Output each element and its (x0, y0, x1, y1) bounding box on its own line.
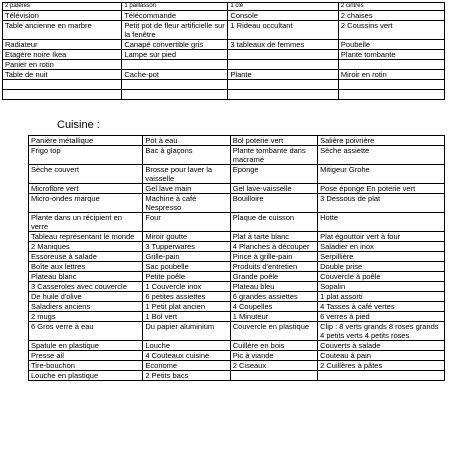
table-cell: Double prise (318, 262, 445, 272)
table-cell: Petite poêle (143, 272, 230, 282)
table-cell: 3 Casseroles avec couvercle (29, 282, 143, 292)
table-row (3, 80, 445, 90)
table-cell: Mitigeur Grohe (318, 165, 445, 184)
table-cell: Couverts à salade (318, 341, 445, 351)
table-cell: Petit pot de fleur artificielle sur la fenêtre (122, 21, 228, 40)
table-cell (122, 80, 228, 90)
table-cell: Serpillière (318, 252, 445, 262)
table-cell: Clip : 8 verts grands 8 roses grands 4 petits verts 4 petits roses (318, 322, 445, 341)
table-cell: Tableau représentant le monde (29, 232, 143, 242)
table-cell: 3 tableaux de femmes (228, 40, 339, 50)
table-cell: 4 Coupelles (230, 302, 317, 312)
table-cell: Couvercle en plastique (230, 322, 317, 341)
table-row (3, 21, 445, 40)
table-cell: Gel lave-vaisselle (230, 184, 317, 194)
table-cell: Pince à grille-pain (230, 252, 317, 262)
table-cell: Sèche assiette (318, 146, 445, 165)
table-cell: Bouilloire (230, 194, 317, 213)
table-row (3, 40, 445, 50)
table-cell (122, 60, 228, 70)
table-cell: 1 plat assorti (318, 292, 445, 302)
table-cell: Machine à café Nespresso (143, 194, 230, 213)
table-cell (122, 90, 228, 100)
table-cell: Boîte aux lettres (29, 262, 143, 272)
room-inventory-table (2, 2, 445, 100)
table-row (29, 302, 445, 312)
table-cell: Poubelle (338, 40, 444, 50)
table-cell (3, 90, 122, 100)
table-cell: Sopalin (318, 282, 445, 292)
table-cell: Du papier aluminium (143, 322, 230, 341)
table-cell: 2 Ciseaux (230, 361, 317, 371)
table-cell: 2 Cuillères à pâtes (318, 361, 445, 371)
table-cell: 4 Couteaux cuisine (143, 351, 230, 361)
table-cell (228, 60, 339, 70)
table-row (29, 371, 445, 381)
table-cell: Lampe sur pied (122, 50, 228, 60)
table-cell: Plante (228, 70, 339, 80)
table-row (29, 165, 445, 184)
table-cell: Presse ail (29, 351, 143, 361)
table-row (29, 213, 445, 232)
table-cell: Miroir en rotin (338, 70, 444, 80)
table-row (29, 232, 445, 242)
table-cell: Panière métallique (29, 136, 143, 146)
table-cell: Hotte (318, 213, 445, 232)
table-cell: Plat à tarte blanc (230, 232, 317, 242)
table-cell: Louche (143, 341, 230, 351)
table-row (29, 272, 445, 282)
header-cell: 2 cintres (338, 3, 444, 11)
table-cell: Frigo top (29, 146, 143, 165)
table-cell (338, 60, 444, 70)
table-cell: Cache-pot (122, 70, 228, 80)
table-cell: Produits d'entretien (230, 262, 317, 272)
table-cell: Salière poivrière (318, 136, 445, 146)
table-cell: Télévision (3, 11, 122, 21)
table-cell: Plateau blanc (29, 272, 143, 282)
table-cell (230, 371, 317, 381)
table-cell: 1 Minuteur (230, 312, 317, 322)
table-cell: Canapé convertible gris (122, 40, 228, 50)
table-cell: 1 Rideau occultant (228, 21, 339, 40)
table-cell: 3 Dessous de plat (318, 194, 445, 213)
table-cell: 6 petites assiettes (143, 292, 230, 302)
table-row (29, 136, 445, 146)
table-cell: 2 chaises (338, 11, 444, 21)
table-row (29, 351, 445, 361)
table-cell: Spatule en plastique (29, 341, 143, 351)
table-cell: Table ancienne en marbre (3, 21, 122, 40)
table-cell: 1 Petit plat ancien (143, 302, 230, 312)
table-cell: Couvercle à poêle (318, 272, 445, 282)
table-cell: Télécommande (122, 11, 228, 21)
table-cell: 2 Coussins vert (338, 21, 444, 40)
table-cell: Bac à glaçons (143, 146, 230, 165)
table-cell: Plaque de cuisson (230, 213, 317, 232)
table-row (29, 194, 445, 213)
table-cell: Pose éponge En poterie vert (318, 184, 445, 194)
table-cell: Plante tombante (338, 50, 444, 60)
table-cell: De huile d'olive (29, 292, 143, 302)
table-cell: Couteau à pain (318, 351, 445, 361)
table-cell: Eponge (230, 165, 317, 184)
table-row (29, 252, 445, 262)
table-cell: 2 Maniques (29, 242, 143, 252)
table-cell (3, 80, 122, 90)
table-cell: Panier en rotin (3, 60, 122, 70)
table-cell: Pot à eau (143, 136, 230, 146)
table-row (3, 11, 445, 21)
table-row (3, 70, 445, 80)
table-cell: Cuillère en bois (230, 341, 317, 351)
table-row (29, 184, 445, 194)
table-cell: Pic à viande (230, 351, 317, 361)
table-row (29, 361, 445, 371)
table-row (29, 322, 445, 341)
table-cell: Econome (143, 361, 230, 371)
table-cell (228, 50, 339, 60)
table-row (29, 341, 445, 351)
table-header-row (3, 3, 445, 11)
table-cell: Plateau bleu (230, 282, 317, 292)
table-cell: Essoreuse à salade (29, 252, 143, 262)
table-cell (228, 90, 339, 100)
table-cell: 3 Tupperwares (143, 242, 230, 252)
table-cell: Sac poubelle (143, 262, 230, 272)
table-cell: Grille-pain (143, 252, 230, 262)
table-row (29, 262, 445, 272)
table-cell: Etagère noire Ikea (3, 50, 122, 60)
table-cell: 1 Bol vert (143, 312, 230, 322)
table-cell (338, 90, 444, 100)
table-row (29, 312, 445, 322)
table-row (29, 242, 445, 252)
table-cell: Bol poterie vert (230, 136, 317, 146)
table-cell: Miroir goutte (143, 232, 230, 242)
table-cell: Plat égouttoir vert à four (318, 232, 445, 242)
table-cell: Saladier en inox (318, 242, 445, 252)
table-cell: 4 Planches à découper (230, 242, 317, 252)
table-cell: Table de nuit (3, 70, 122, 80)
table-cell: 1 Couvercle inox (143, 282, 230, 292)
table-cell (318, 371, 445, 381)
table-cell: Gel lave main (143, 184, 230, 194)
table-cell: 2 Petits bacs (143, 371, 230, 381)
table-row (29, 292, 445, 302)
table-cell: Grande poêle (230, 272, 317, 282)
table-cell: 6 grandes assiettes (230, 292, 317, 302)
table-cell (228, 80, 339, 90)
table-cell: Plante tombante dans macramé (230, 146, 317, 165)
table-row (3, 90, 445, 100)
kitchen-inventory-table (28, 135, 445, 381)
table-cell: Brosse pour laver la vaisselle (143, 165, 230, 184)
table-cell: Four (143, 213, 230, 232)
header-cell: 1 clé (228, 3, 339, 11)
table-cell: Micro-ondes marque (29, 194, 143, 213)
table-cell: 2 mugs (29, 312, 143, 322)
table-cell: Radiateur (3, 40, 122, 50)
table-cell: 6 Gros verre à eau (29, 322, 143, 341)
table-cell: Sèche couvert (29, 165, 143, 184)
table-cell (338, 80, 444, 90)
header-cell: 1 paillasson (122, 3, 228, 11)
table-cell: Saladiers anciens (29, 302, 143, 312)
table-row (29, 282, 445, 292)
table-cell: Tire-bouchon (29, 361, 143, 371)
table-cell: Louche en plastique (29, 371, 143, 381)
header-cell: 2 patères (3, 3, 122, 11)
section-title: Cuisine : (57, 119, 100, 131)
table-row (29, 146, 445, 165)
table-cell: 6 verres à pied (318, 312, 445, 322)
table-cell: Console (228, 11, 339, 21)
table-row (3, 50, 445, 60)
table-cell: 4 Tasses à café vertes (318, 302, 445, 312)
table-cell: Microfibre vert (29, 184, 143, 194)
table-cell: Plante dans un récipient en verre (29, 213, 143, 232)
table-row (3, 60, 445, 70)
